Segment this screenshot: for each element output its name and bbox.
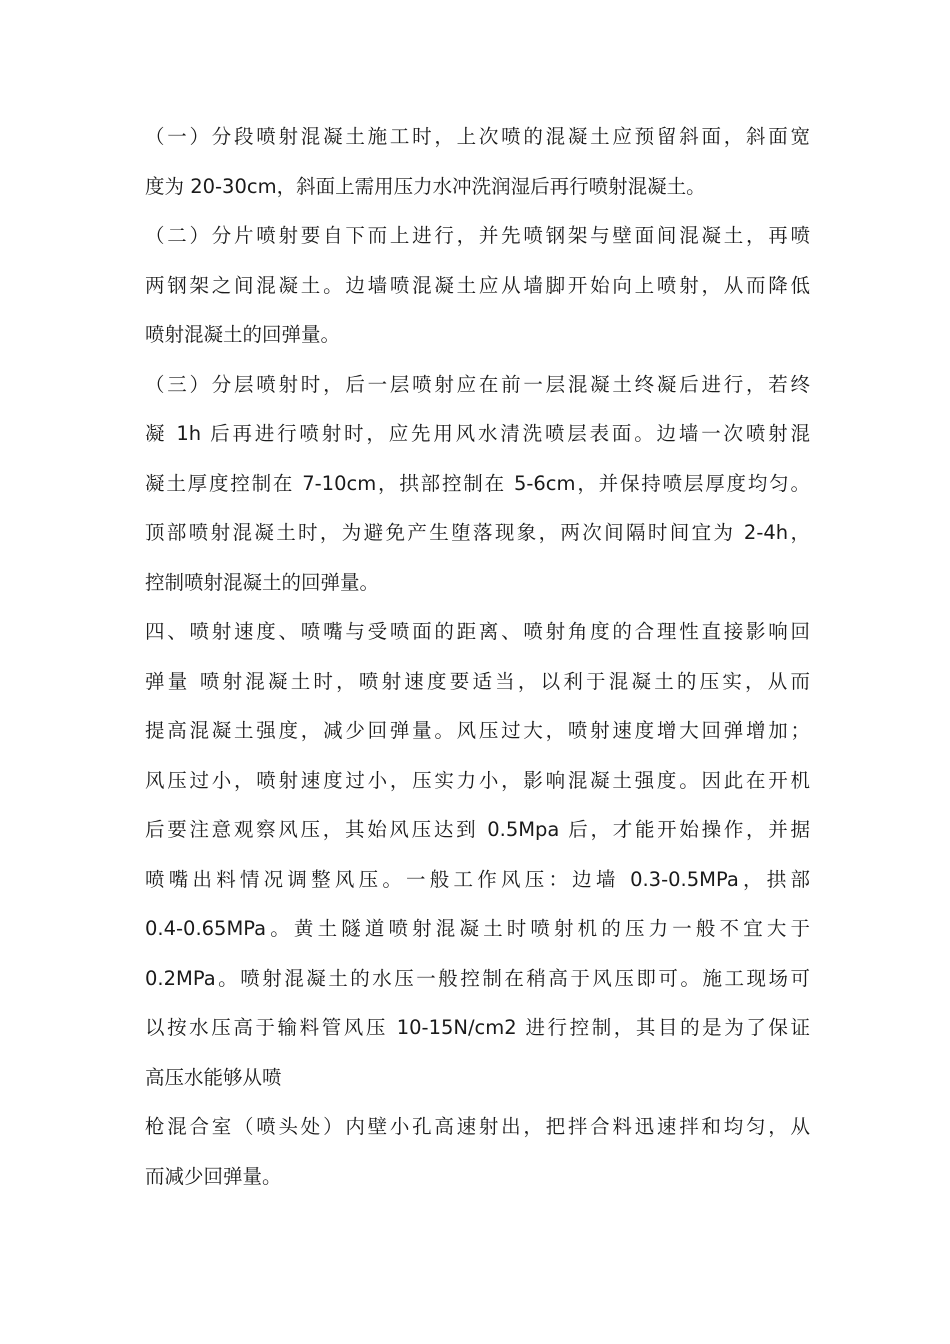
text-line: 喷射混凝土的回弹量。 bbox=[145, 323, 341, 346]
text-line: 顶部喷射混凝土时，为避免产生堕落现象，两次间隔时间宜为 2-4h， bbox=[145, 521, 810, 544]
text-line: 凝 1h 后再进行喷射时，应先用风水清洗喷层表面。边墙一次喷射混 bbox=[145, 422, 810, 445]
text-line: 后要注意观察风压，其始风压达到 0.5Mpa 后，才能开始操作，并据 bbox=[145, 818, 810, 841]
text-line: 凝土厚度控制在 7-10cm，拱部控制在 5-6cm，并保持喷层厚度均匀。 bbox=[145, 471, 810, 495]
text-line: 控制喷射混凝土的回弹量。 bbox=[145, 570, 380, 594]
text-line: 0.2MPa。喷射混凝土的水压一般控制在稍高于风压即可。施工现场可 bbox=[145, 966, 810, 990]
text-line: 提高混凝土强度，减少回弹量。风压过大，喷射速度增大回弹增加； bbox=[145, 719, 810, 742]
text-line: 喷嘴出料情况调整风压。一般工作风压：边墙 0.3-0.5MPa，拱部 bbox=[145, 867, 810, 891]
text-line: 0.4-0.65MPa。黄土隧道喷射混凝土时喷射机的压力一般不宜大于 bbox=[145, 917, 810, 940]
text-line: 枪混合室（喷头处）内壁小孔高速射出，把拌合料迅速拌和均匀，从 bbox=[145, 1115, 810, 1138]
text-line: 度为 20-30cm，斜面上需用压力水冲洗润湿后再行喷射混凝土。 bbox=[145, 174, 706, 198]
text-line: （三）分层喷射时，后一层喷射应在前一层混凝土终凝后进行，若终 bbox=[145, 372, 810, 396]
text-line: （一）分段喷射混凝土施工时，上次喷的混凝土应预留斜面，斜面宽 bbox=[145, 125, 810, 148]
text-line: 弹量 喷射混凝土时，喷射速度要适当，以利于混凝土的压实，从而 bbox=[145, 669, 810, 693]
document-body bbox=[145, 112, 810, 1201]
text-line: 高压水能够从喷 bbox=[145, 1065, 282, 1089]
text-line: 而减少回弹量。 bbox=[145, 1164, 282, 1188]
text-line: 风压过小，喷射速度过小，压实力小，影响混凝土强度。因此在开机 bbox=[145, 768, 810, 792]
text-line: 两钢架之间混凝土。边墙喷混凝土应从墙脚开始向上喷射，从而降低 bbox=[145, 273, 810, 297]
text-line: （二）分片喷射要自下而上进行，并先喷钢架与壁面间混凝土，再喷 bbox=[145, 224, 810, 247]
text-line: 四、喷射速度、喷嘴与受喷面的距离、喷射角度的合理性直接影响回 bbox=[145, 620, 810, 643]
text-line: 以按水压高于输料管风压 10-15N/cm2 进行控制，其目的是为了保证 bbox=[145, 1016, 810, 1039]
